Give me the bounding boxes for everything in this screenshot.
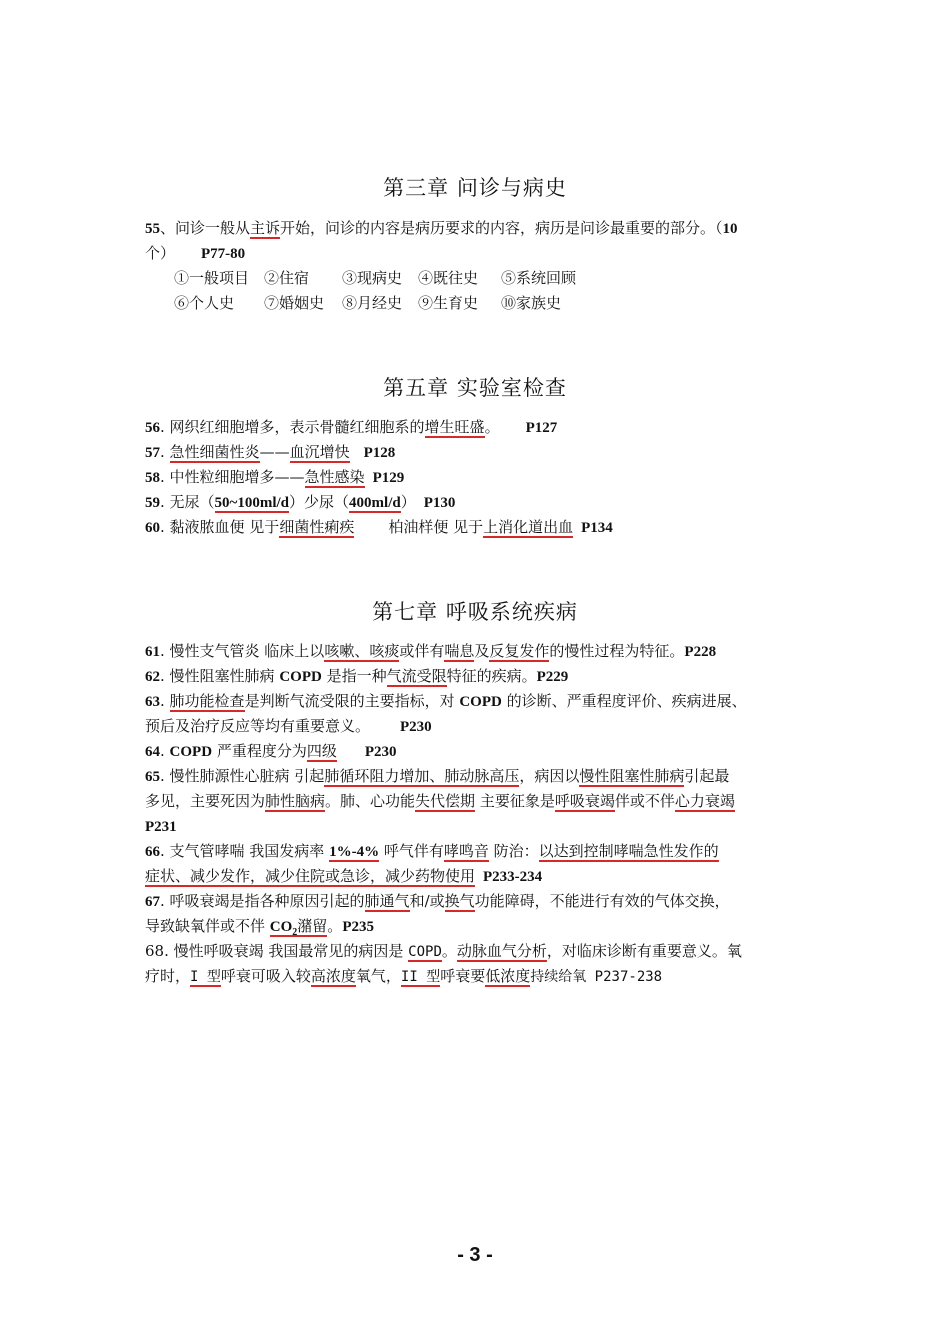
chapter-7-title: 第七章 呼吸系统疾病	[372, 600, 578, 624]
question-59: 59. 无尿（50~100ml/d）少尿（400ml/d） P130	[145, 493, 456, 511]
question-65-line-3: P231	[145, 819, 177, 835]
question-66-line-2: 症状、减少发作，减少住院或急诊，减少药物使用 P233-234	[145, 867, 543, 885]
question-57: 57. 急性细菌性炎——血沉增快 P128	[145, 443, 396, 461]
chapter-5-title: 第五章 实验室检查	[383, 376, 567, 400]
question-63: 63. 肺功能检查是判断气流受限的主要指标，对 COPD 的诊断、严重程度评价、疾病进展、	[145, 692, 747, 710]
question-67: 67. 呼吸衰竭是指各种原因引起的肺通气和/或换气功能障碍，不能进行有效的气体交换，	[145, 892, 730, 910]
question-62: 62. 慢性阻塞性肺病 COPD 是指一种气流受限特征的疾病。P229	[145, 667, 569, 685]
history-items-row-2: ⑥个人史 ⑦婚姻史 ⑧月经史 ⑨生育史 ⑩家族史	[174, 294, 562, 312]
question-58: 58. 中性粒细胞增多——急性感染 P129	[145, 468, 405, 486]
question-66: 66. 支气管哮喘 我国发病率 1%-4% 呼气伴有哮鸣音 防治：以达到控制哮喘急性发作的	[145, 842, 719, 860]
chapter-3-title: 第三章 问诊与病史	[383, 176, 567, 200]
question-68-line-2: 疗时，I 型呼衰可吸入较高浓度氧气，II 型呼衰要低浓度持续给氧 P237-238	[145, 967, 663, 985]
question-67-line-2: 导致缺氧伴或不伴 $CO_2$潴留。P235	[145, 917, 374, 938]
question-63-line-2: 预后及治疗反应等均有重要意义。 P230	[145, 717, 432, 735]
question-65-line-2: 多见，主要死因为肺性脑病。肺、心功能失代偿期 主要征象是呼吸衰竭伴或不伴心力衰竭	[145, 792, 735, 810]
question-55: 55、问诊一般从主诉开始，问诊的内容是病历要求的内容，病历是问诊最重要的部分。（10	[145, 219, 738, 237]
page-number: - 3 -	[457, 1244, 493, 1266]
question-65: 65. 慢性肺源性心脏病 引起肺循环阻力增加、肺动脉高压，病因以慢性阻塞性肺病引起最	[145, 767, 730, 785]
history-items-row-1: ①一般项目 ②住宿 ③现病史 ④既往史 ⑤系统回顾	[174, 269, 577, 287]
question-64: 64. COPD 严重程度分为四级 P230	[145, 742, 397, 760]
question-55-line-2: 个） P77-80	[145, 244, 246, 262]
question-60: 60. 黏液脓血便 见于细菌性痢疾 柏油样便 见于上消化道出血 P134	[145, 518, 613, 536]
question-68: 68. 慢性呼吸衰竭 我国最常见的病因是 COPD。动脉血气分析，对临床诊断有重要意义。氧	[145, 942, 742, 960]
question-56: 56. 网织红细胞增多，表示骨髓红细胞系的增生旺盛。 P127	[145, 418, 558, 436]
question-61: 61. 慢性支气管炎 临床上以咳嗽、咳痰或伴有喘息及反复发作的慢性过程为特征。P228	[145, 642, 717, 660]
